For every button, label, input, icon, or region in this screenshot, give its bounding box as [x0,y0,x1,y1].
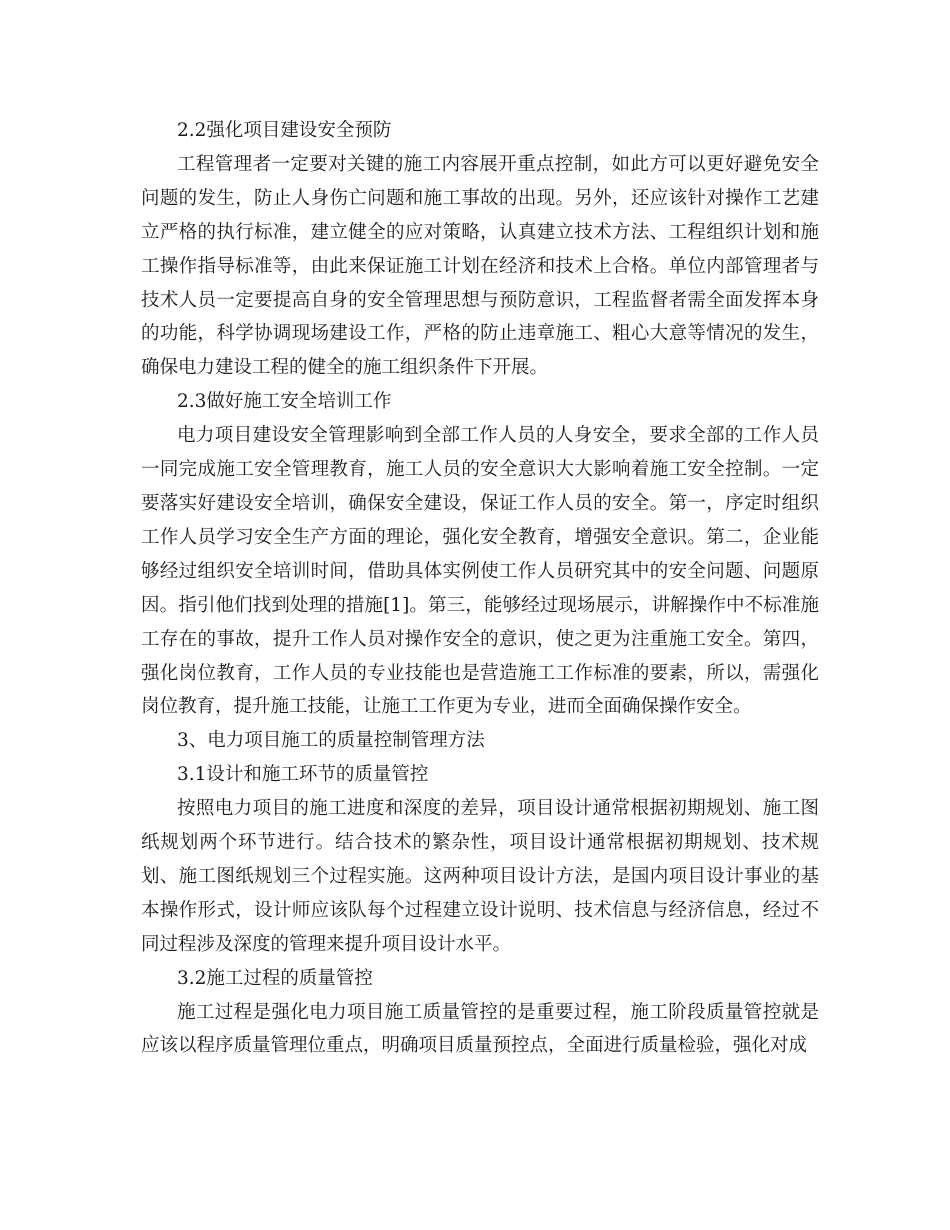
paragraph-design-quality: 按照电力项目的施工进度和深度的差异，项目设计通常根据初期规划、施工图纸规划两个环节进行。结合技术的繁杂性，项目设计通常根据初期规划、技术规划、施工图纸规划三个过程实施。这两种项目设计方法，是国内项目设计事业的基本操作形式，设计师应该队每个过程建立设计说明、技术信息与经济信息，经过不同过程涉及深度的管理来提升项目设计水平。 [141,798,819,955]
section-heading-2-3: 2.3做好施工安全培训工作 [177,391,392,413]
paragraph-safety-training: 电力项目建设安全管理影响到全部工作人员的人身安全，要求全部的工作人员一同完成施工安全管理教育，施工人员的安全意识大大影响着施工安全控制。一定要落实好建设安全培训，确保安全建设，保证工作人员的安全。第一，序定时组织工作人员学习安全生产方面的理论，强化安全教育，增强安全意识。第二，企业能够经过组织安全培训时间，借助具体实例使工作人员研究其中的安全问题、问题原因。指引他们找到处理的措施[1]。第三，能够经过现场展示，讲解操作中不标准施工存在的事故，提升工作人员对操作安全的意识，使之更为注重施工安全。第四，强化岗位教育，工作人员的专业技能也是营造施工工作标准的要素，所以，需强化岗位教育，提升施工技能，让施工工作更为专业，进而全面确保操作安全。 [141,425,819,718]
paragraph-construction-quality: 施工过程是强化电力项目施工质量管控的是重要过程，施工阶段质量管控就是应该以程序质量管理位重点，明确项目质量预控点，全面进行质量检验，强化对成 [141,1001,819,1057]
section-heading-3-1: 3.1设计和施工环节的质量管控 [177,764,429,786]
section-heading-3-2: 3.2施工过程的质量管控 [177,967,373,989]
section-heading-3: 3、电力项目施工的质量控制管理方法 [177,730,485,752]
paragraph-safety-prevention: 工程管理者一定要对关键的施工内容展开重点控制，如此方可以更好避免安全问题的发生，防止人身伤亡问题和施工事故的出现。另外，还应该针对操作工艺建立严格的执行标准，建立健全的应对策略，认真建立技术方法、工程组织计划和施工操作指导标准等，由此来保证施工计划在经济和技术上合格。单位内部管理者与技术人员一定要提高自身的安全管理思想与预防意识，工程监督者需全面发挥本身的功能，科学协调现场建设工作，严格的防止违章施工、粗心大意等情况的发生，确保电力建设工程的健全的施工组织条件下开展。 [141,153,819,379]
section-heading-2-2: 2.2强化项目建设安全预防 [177,120,392,141]
document-body [141,114,819,1063]
